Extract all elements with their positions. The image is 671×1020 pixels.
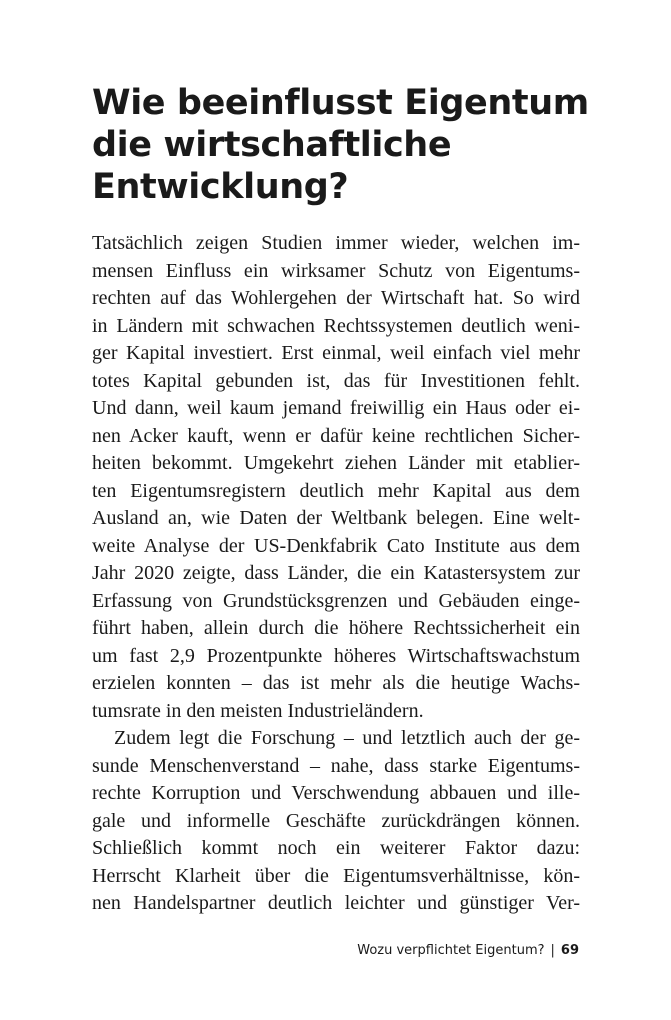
text-line: weite Analyse der US-Denkfabrik Cato Institute aus dem bbox=[92, 534, 580, 557]
text-line: totes Kapital gebunden ist, das für Investitionen fehlt. bbox=[92, 369, 580, 392]
text-line: Herrscht Klarheit über die Eigentumsverhältnisse, kön- bbox=[92, 864, 580, 887]
paragraph-1 bbox=[92, 230, 580, 725]
running-title: Wozu verpflichtet Eigentum? bbox=[357, 943, 545, 958]
text-line: mensen Einfluss ein wirksamer Schutz von Eigentums- bbox=[92, 259, 580, 282]
text-line: rechte Korruption und Verschwendung abbauen und ille- bbox=[92, 782, 580, 804]
text-line: in Ländern mit schwachen Rechtssystemen deutlich weni- bbox=[92, 314, 580, 337]
text-line: nen Handelspartner deutlich leichter und günstiger Ver- bbox=[92, 892, 580, 914]
text-line: heiten bekommt. Umgekehrt ziehen Länder mit etablier- bbox=[92, 452, 580, 474]
text-line: ger Kapital investiert. Erst einmal, weil einfach viel mehr bbox=[92, 342, 580, 364]
text-line: Erfassung von Grundstücksgrenzen und Gebäuden einge- bbox=[92, 589, 580, 612]
text-line: führt haben, allein durch die höhere Rechtssicherheit ein bbox=[92, 617, 580, 639]
page-footer bbox=[357, 942, 579, 960]
text-line: ten Eigentumsregistern deutlich mehr Kapital aus dem bbox=[92, 479, 580, 502]
text-line: Zudem legt die Forschung – und letztlich auch der ge- bbox=[114, 727, 580, 749]
page-number: 69 bbox=[560, 943, 579, 958]
text-line: rechten auf das Wohlergehen der Wirtschaft hat. So wird bbox=[92, 287, 580, 309]
text-line: gale und informelle Geschäfte zurückdrängen können. bbox=[92, 809, 580, 832]
paragraph-2 bbox=[92, 725, 580, 918]
body-text bbox=[92, 230, 580, 918]
text-line: Tatsächlich zeigen Studien immer wieder, welchen im- bbox=[92, 232, 580, 254]
text-line: nen Acker kauft, wenn er dafür keine rechtlichen Sicher- bbox=[92, 424, 580, 447]
text-line: tumsrate in den meisten Industrieländern. bbox=[92, 699, 424, 722]
heading-line: die wirtschaftliche bbox=[92, 125, 452, 165]
heading-line: Wie beeinflusst Eigentum bbox=[92, 83, 589, 123]
chapter-heading bbox=[92, 82, 592, 208]
text-line: Und dann, weil kaum jemand freiwillig ein Haus oder ei- bbox=[92, 397, 580, 419]
text-line: Schließlich kommt noch ein weiterer Faktor dazu: bbox=[92, 837, 580, 859]
footer-separator: | bbox=[550, 943, 555, 958]
text-line: um fast 2,9 Prozentpunkte höheres Wirtschaftswachstum bbox=[92, 644, 580, 667]
text-line: Jahr 2020 zeigte, dass Länder, die ein Katastersystem zur bbox=[92, 562, 580, 584]
heading-line: Entwicklung? bbox=[92, 167, 349, 207]
text-line: Ausland an, wie Daten der Weltbank belegen. Eine welt- bbox=[92, 507, 580, 529]
text-line: sunde Menschenverstand – nahe, dass starke Eigentums- bbox=[92, 754, 580, 777]
text-line: erzielen konnten – das ist mehr als die heutige Wachs- bbox=[92, 672, 580, 694]
